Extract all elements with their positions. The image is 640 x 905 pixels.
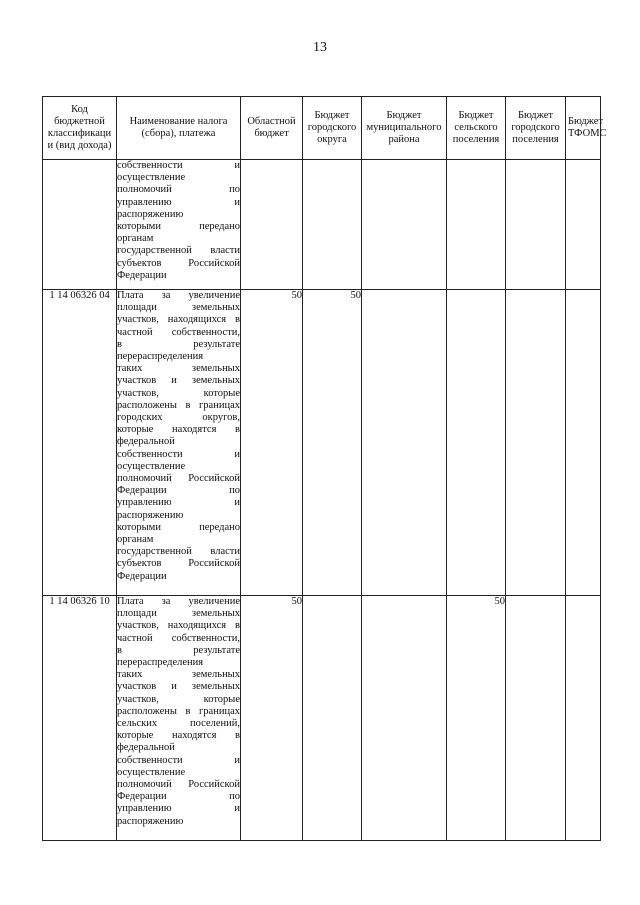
column-header-regional-budget bbox=[241, 97, 303, 160]
table-header-row bbox=[43, 97, 601, 160]
column-header-line: городского bbox=[511, 121, 560, 133]
column-header-line: муниципального bbox=[366, 121, 442, 133]
name-line: участков, находящихся в bbox=[117, 620, 240, 632]
name-line: таких земельных bbox=[117, 363, 240, 375]
column-header-city-district-budget bbox=[303, 97, 362, 160]
table-row bbox=[43, 596, 601, 841]
column-header-line: бюджет bbox=[254, 128, 289, 139]
name-line: в результате bbox=[117, 644, 240, 656]
name-line: государственной власти bbox=[117, 245, 240, 257]
column-header-line: Бюджет bbox=[568, 115, 604, 127]
name-line: частной собственности, bbox=[117, 632, 240, 644]
budget-table bbox=[42, 96, 607, 841]
name-line: полномочий по bbox=[117, 184, 240, 196]
name-line: участков и земельных bbox=[117, 375, 240, 387]
column-header-line: бюджетной bbox=[54, 115, 105, 127]
name-line: площади земельных bbox=[117, 608, 240, 620]
name-line: которыми передано bbox=[117, 221, 240, 233]
name-line: участков, находящихся в bbox=[117, 314, 240, 326]
row-value-municipal-district bbox=[362, 290, 447, 596]
column-header-urban-settlement-budget bbox=[506, 97, 566, 160]
row-name bbox=[117, 290, 241, 596]
row-value-regional: 50 bbox=[241, 290, 303, 596]
name-line: органам bbox=[117, 233, 154, 245]
name-line: частной собственности, bbox=[117, 326, 240, 338]
row-value-municipal-district bbox=[362, 160, 447, 290]
row-value-regional: 50 bbox=[241, 596, 303, 841]
name-line: распоряжению bbox=[117, 815, 184, 827]
name-line: участков и земельных bbox=[117, 681, 240, 693]
name-line: в результате bbox=[117, 338, 240, 350]
name-line: перераспределения bbox=[117, 351, 204, 363]
row-code: 1 14 06326 04 bbox=[43, 290, 117, 596]
name-line: собственности и bbox=[117, 754, 240, 766]
name-line: которые находятся в bbox=[117, 424, 240, 436]
column-header-rural-settlement-budget bbox=[447, 97, 506, 160]
column-header-line: (сбора), платежа bbox=[141, 128, 216, 139]
column-header-line: округа bbox=[317, 134, 347, 146]
name-line: государственной власти bbox=[117, 546, 240, 558]
column-header-line: поселения bbox=[452, 134, 500, 146]
name-line: осуществление bbox=[117, 766, 186, 778]
row-value-tfoms bbox=[566, 160, 601, 290]
column-header-line: городского bbox=[307, 121, 357, 133]
name-line: полномочий Российской bbox=[117, 779, 240, 791]
row-value-tfoms bbox=[566, 596, 601, 841]
column-header-line: Областной bbox=[247, 115, 296, 127]
name-line: управлению и bbox=[117, 497, 240, 509]
name-line: Федерации bbox=[117, 570, 167, 582]
name-line: федеральной bbox=[117, 436, 175, 448]
name-line: управлению и bbox=[117, 803, 240, 815]
name-line: Плата за увеличение bbox=[117, 290, 240, 301]
row-value-urban-settlement bbox=[506, 160, 566, 290]
name-line: распоряжению bbox=[117, 208, 184, 220]
column-header-line: района bbox=[388, 134, 420, 146]
name-line: осуществление bbox=[117, 172, 186, 184]
name-line: участков, которые bbox=[117, 693, 240, 705]
column-header-line: ТФОМС bbox=[568, 128, 607, 139]
column-header-line: Бюджет bbox=[386, 109, 422, 121]
column-header-code bbox=[43, 97, 117, 160]
row-value-city-district bbox=[303, 596, 362, 841]
name-line: собственности и bbox=[117, 160, 240, 171]
column-header-line: Бюджет bbox=[517, 109, 554, 121]
column-header-line: сельского bbox=[454, 121, 498, 133]
row-value-rural-settlement bbox=[447, 290, 506, 596]
name-line: городских округов, bbox=[117, 412, 240, 424]
row-name bbox=[117, 596, 241, 841]
name-line: субъектов Российской bbox=[117, 257, 240, 269]
name-line: расположены в границах bbox=[117, 399, 240, 411]
table-row bbox=[43, 290, 601, 596]
row-code bbox=[43, 160, 117, 290]
name-line: органам bbox=[117, 534, 154, 546]
column-header-line: Бюджет bbox=[458, 109, 494, 121]
column-header-tfoms-budget bbox=[566, 97, 607, 160]
name-line: которыми передано bbox=[117, 521, 240, 533]
name-line: площади земельных bbox=[117, 302, 240, 314]
name-line: которые находятся в bbox=[117, 730, 240, 742]
column-header-line: и (вид дохода) bbox=[47, 140, 112, 152]
row-name bbox=[117, 160, 241, 290]
row-value-urban-settlement bbox=[506, 596, 566, 841]
name-line: субъектов Российской bbox=[117, 558, 240, 570]
name-line: сельских поселений, bbox=[117, 718, 240, 730]
name-line: осуществление bbox=[117, 460, 186, 472]
name-line: участков, которые bbox=[117, 387, 240, 399]
row-value-regional bbox=[241, 160, 303, 290]
row-value-urban-settlement bbox=[506, 290, 566, 596]
name-line: управлению и bbox=[117, 196, 240, 208]
column-header-line: классификаци bbox=[47, 128, 112, 139]
name-line: федеральной bbox=[117, 742, 175, 754]
name-line: Плата за увеличение bbox=[117, 596, 240, 607]
page-number: 13 bbox=[313, 40, 327, 55]
row-value-city-district: 50 bbox=[303, 290, 362, 596]
name-line: расположены в границах bbox=[117, 705, 240, 717]
name-line: полномочий Российской bbox=[117, 473, 240, 485]
name-line: таких земельных bbox=[117, 669, 240, 681]
row-code: 1 14 06326 10 bbox=[43, 596, 117, 841]
name-line: Федерации по bbox=[117, 791, 240, 803]
row-value-rural-settlement: 50 bbox=[447, 596, 506, 841]
name-line: собственности и bbox=[117, 448, 240, 460]
table-row bbox=[43, 160, 601, 290]
column-header-name bbox=[117, 97, 241, 160]
column-header-line: Наименование налога bbox=[129, 115, 228, 127]
row-value-tfoms bbox=[566, 290, 601, 596]
column-header-municipal-district-budget bbox=[362, 97, 447, 160]
column-header-line: Код bbox=[71, 103, 88, 115]
name-line: перераспределения bbox=[117, 657, 204, 669]
name-line: распоряжению bbox=[117, 509, 184, 521]
row-value-rural-settlement bbox=[447, 160, 506, 290]
row-value-city-district bbox=[303, 160, 362, 290]
column-header-line: поселения bbox=[512, 134, 559, 146]
column-header-line: Бюджет bbox=[314, 109, 350, 121]
row-value-municipal-district bbox=[362, 596, 447, 841]
name-line: Федерации bbox=[117, 269, 167, 281]
name-line: Федерации по bbox=[117, 485, 240, 497]
